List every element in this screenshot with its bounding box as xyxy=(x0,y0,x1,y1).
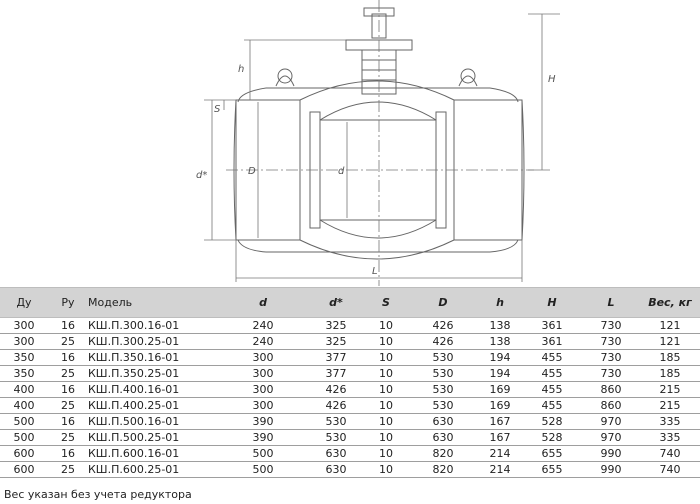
table-cell: 10 xyxy=(364,398,408,414)
table-row xyxy=(0,398,700,414)
table-cell: 121 xyxy=(640,334,700,350)
table-cell: 361 xyxy=(522,334,582,350)
col-header-d-star: d* xyxy=(308,288,364,318)
table-cell: 860 xyxy=(582,398,640,414)
table-cell: 455 xyxy=(522,382,582,398)
table-cell: 600 xyxy=(0,462,48,478)
table-cell: 300 xyxy=(218,382,308,398)
table-cell: 970 xyxy=(582,414,640,430)
table-cell: 361 xyxy=(522,318,582,334)
table-cell: 240 xyxy=(218,318,308,334)
table-cell: 860 xyxy=(582,382,640,398)
table-cell: 10 xyxy=(364,430,408,446)
dim-label-d: d xyxy=(338,166,345,177)
table-row xyxy=(0,446,700,462)
table-cell: 500 xyxy=(0,414,48,430)
table-cell: 325 xyxy=(308,318,364,334)
table-cell: 655 xyxy=(522,462,582,478)
table-cell: 138 xyxy=(478,334,522,350)
table-cell: 214 xyxy=(478,462,522,478)
table-cell: 185 xyxy=(640,366,700,382)
table-cell: КШ.П.350.16-01 xyxy=(88,350,218,366)
table-row xyxy=(0,430,700,446)
table-cell: 455 xyxy=(522,366,582,382)
table-cell: 630 xyxy=(408,414,478,430)
table-cell: 655 xyxy=(522,446,582,462)
table-row xyxy=(0,334,700,350)
table-cell: КШ.П.500.16-01 xyxy=(88,414,218,430)
table-cell: 455 xyxy=(522,350,582,366)
table-cell: 530 xyxy=(308,430,364,446)
table-cell: 10 xyxy=(364,366,408,382)
table-cell: 300 xyxy=(218,366,308,382)
dim-label-S: S xyxy=(214,104,221,115)
table-cell: 169 xyxy=(478,382,522,398)
table-cell: 350 xyxy=(0,366,48,382)
table-cell: КШ.П.500.25-01 xyxy=(88,430,218,446)
table-cell: 630 xyxy=(408,430,478,446)
dim-label-H: H xyxy=(548,74,556,85)
table-row xyxy=(0,350,700,366)
col-header-weight: Вес, кг xyxy=(640,288,700,318)
table-cell: 530 xyxy=(308,414,364,430)
table-cell: 335 xyxy=(640,430,700,446)
table-cell: 325 xyxy=(308,334,364,350)
table-row xyxy=(0,414,700,430)
table-cell: 630 xyxy=(308,462,364,478)
table-cell: 16 xyxy=(48,318,88,334)
table-cell: КШ.П.300.16-01 xyxy=(88,318,218,334)
table-cell: 530 xyxy=(408,366,478,382)
table-cell: 10 xyxy=(364,382,408,398)
table-cell: 214 xyxy=(478,446,522,462)
table-row xyxy=(0,366,700,382)
table-cell: 10 xyxy=(364,318,408,334)
table-cell: 10 xyxy=(364,462,408,478)
table-cell: 335 xyxy=(640,414,700,430)
table-cell: 300 xyxy=(0,318,48,334)
table-cell: 500 xyxy=(0,430,48,446)
table-header-row xyxy=(0,288,700,318)
table-cell: 138 xyxy=(478,318,522,334)
table-cell: 121 xyxy=(640,318,700,334)
table-cell: 300 xyxy=(0,334,48,350)
table-cell: 10 xyxy=(364,350,408,366)
table-cell: 167 xyxy=(478,414,522,430)
table-cell: 169 xyxy=(478,398,522,414)
table-cell: 530 xyxy=(408,382,478,398)
table-cell: 390 xyxy=(218,414,308,430)
table-cell: 10 xyxy=(364,414,408,430)
table-cell: 730 xyxy=(582,366,640,382)
table-cell: КШ.П.600.25-01 xyxy=(88,462,218,478)
table-cell: 730 xyxy=(582,318,640,334)
table-cell: 10 xyxy=(364,334,408,350)
table-cell: КШ.П.350.25-01 xyxy=(88,366,218,382)
table-cell: 530 xyxy=(408,350,478,366)
dim-label-h: h xyxy=(238,64,245,75)
table-cell: 240 xyxy=(218,334,308,350)
table-cell: 455 xyxy=(522,398,582,414)
col-header-ru: Ру xyxy=(48,288,88,318)
table-cell: КШ.П.400.16-01 xyxy=(88,382,218,398)
table-cell: 16 xyxy=(48,446,88,462)
table-cell: 426 xyxy=(408,334,478,350)
table-cell: 500 xyxy=(218,462,308,478)
table-cell: 990 xyxy=(582,462,640,478)
table-row xyxy=(0,462,700,478)
col-header-L: L xyxy=(582,288,640,318)
col-header-H: H xyxy=(522,288,582,318)
table-cell: 25 xyxy=(48,398,88,414)
table-row xyxy=(0,382,700,398)
col-header-h: h xyxy=(478,288,522,318)
table-cell: 820 xyxy=(408,462,478,478)
dim-label-D: D xyxy=(248,166,256,177)
table-cell: КШ.П.400.25-01 xyxy=(88,398,218,414)
table-cell: 400 xyxy=(0,382,48,398)
table-cell: 600 xyxy=(0,446,48,462)
col-header-D: D xyxy=(408,288,478,318)
table-cell: 25 xyxy=(48,430,88,446)
table-cell: 194 xyxy=(478,350,522,366)
table-body xyxy=(0,318,700,478)
table-cell: 426 xyxy=(308,382,364,398)
footnote: Вес указан без учета редуктора xyxy=(4,488,192,501)
table-cell: 300 xyxy=(218,398,308,414)
table-cell: 990 xyxy=(582,446,640,462)
specification-table xyxy=(0,287,700,478)
table-cell: 730 xyxy=(582,350,640,366)
col-header-d: d xyxy=(218,288,308,318)
table-cell: 740 xyxy=(640,462,700,478)
table-row xyxy=(0,318,700,334)
table-cell: 185 xyxy=(640,350,700,366)
col-header-model: Модель xyxy=(88,288,218,318)
table-cell: 16 xyxy=(48,382,88,398)
table-cell: 16 xyxy=(48,414,88,430)
table-cell: 500 xyxy=(218,446,308,462)
table-cell: 350 xyxy=(0,350,48,366)
dim-label-L: L xyxy=(372,266,378,277)
table-cell: 426 xyxy=(408,318,478,334)
table-cell: 10 xyxy=(364,446,408,462)
table-cell: 167 xyxy=(478,430,522,446)
table-cell: 215 xyxy=(640,382,700,398)
table-cell: 630 xyxy=(308,446,364,462)
table-cell: 377 xyxy=(308,350,364,366)
table-cell: 390 xyxy=(218,430,308,446)
table-cell: 25 xyxy=(48,334,88,350)
col-header-du: Ду xyxy=(0,288,48,318)
table-cell: КШ.П.600.16-01 xyxy=(88,446,218,462)
table-cell: 530 xyxy=(408,398,478,414)
table-cell: 820 xyxy=(408,446,478,462)
table-cell: 740 xyxy=(640,446,700,462)
table-cell: 400 xyxy=(0,398,48,414)
table-cell: 300 xyxy=(218,350,308,366)
table-cell: КШ.П.300.25-01 xyxy=(88,334,218,350)
table-cell: 215 xyxy=(640,398,700,414)
table-cell: 528 xyxy=(522,414,582,430)
table-cell: 730 xyxy=(582,334,640,350)
col-header-s: S xyxy=(364,288,408,318)
table-cell: 16 xyxy=(48,350,88,366)
table-cell: 970 xyxy=(582,430,640,446)
table-cell: 25 xyxy=(48,462,88,478)
table-cell: 194 xyxy=(478,366,522,382)
table-cell: 377 xyxy=(308,366,364,382)
table-cell: 25 xyxy=(48,366,88,382)
table-cell: 528 xyxy=(522,430,582,446)
table-cell: 426 xyxy=(308,398,364,414)
dim-label-d-star: d* xyxy=(196,170,208,181)
